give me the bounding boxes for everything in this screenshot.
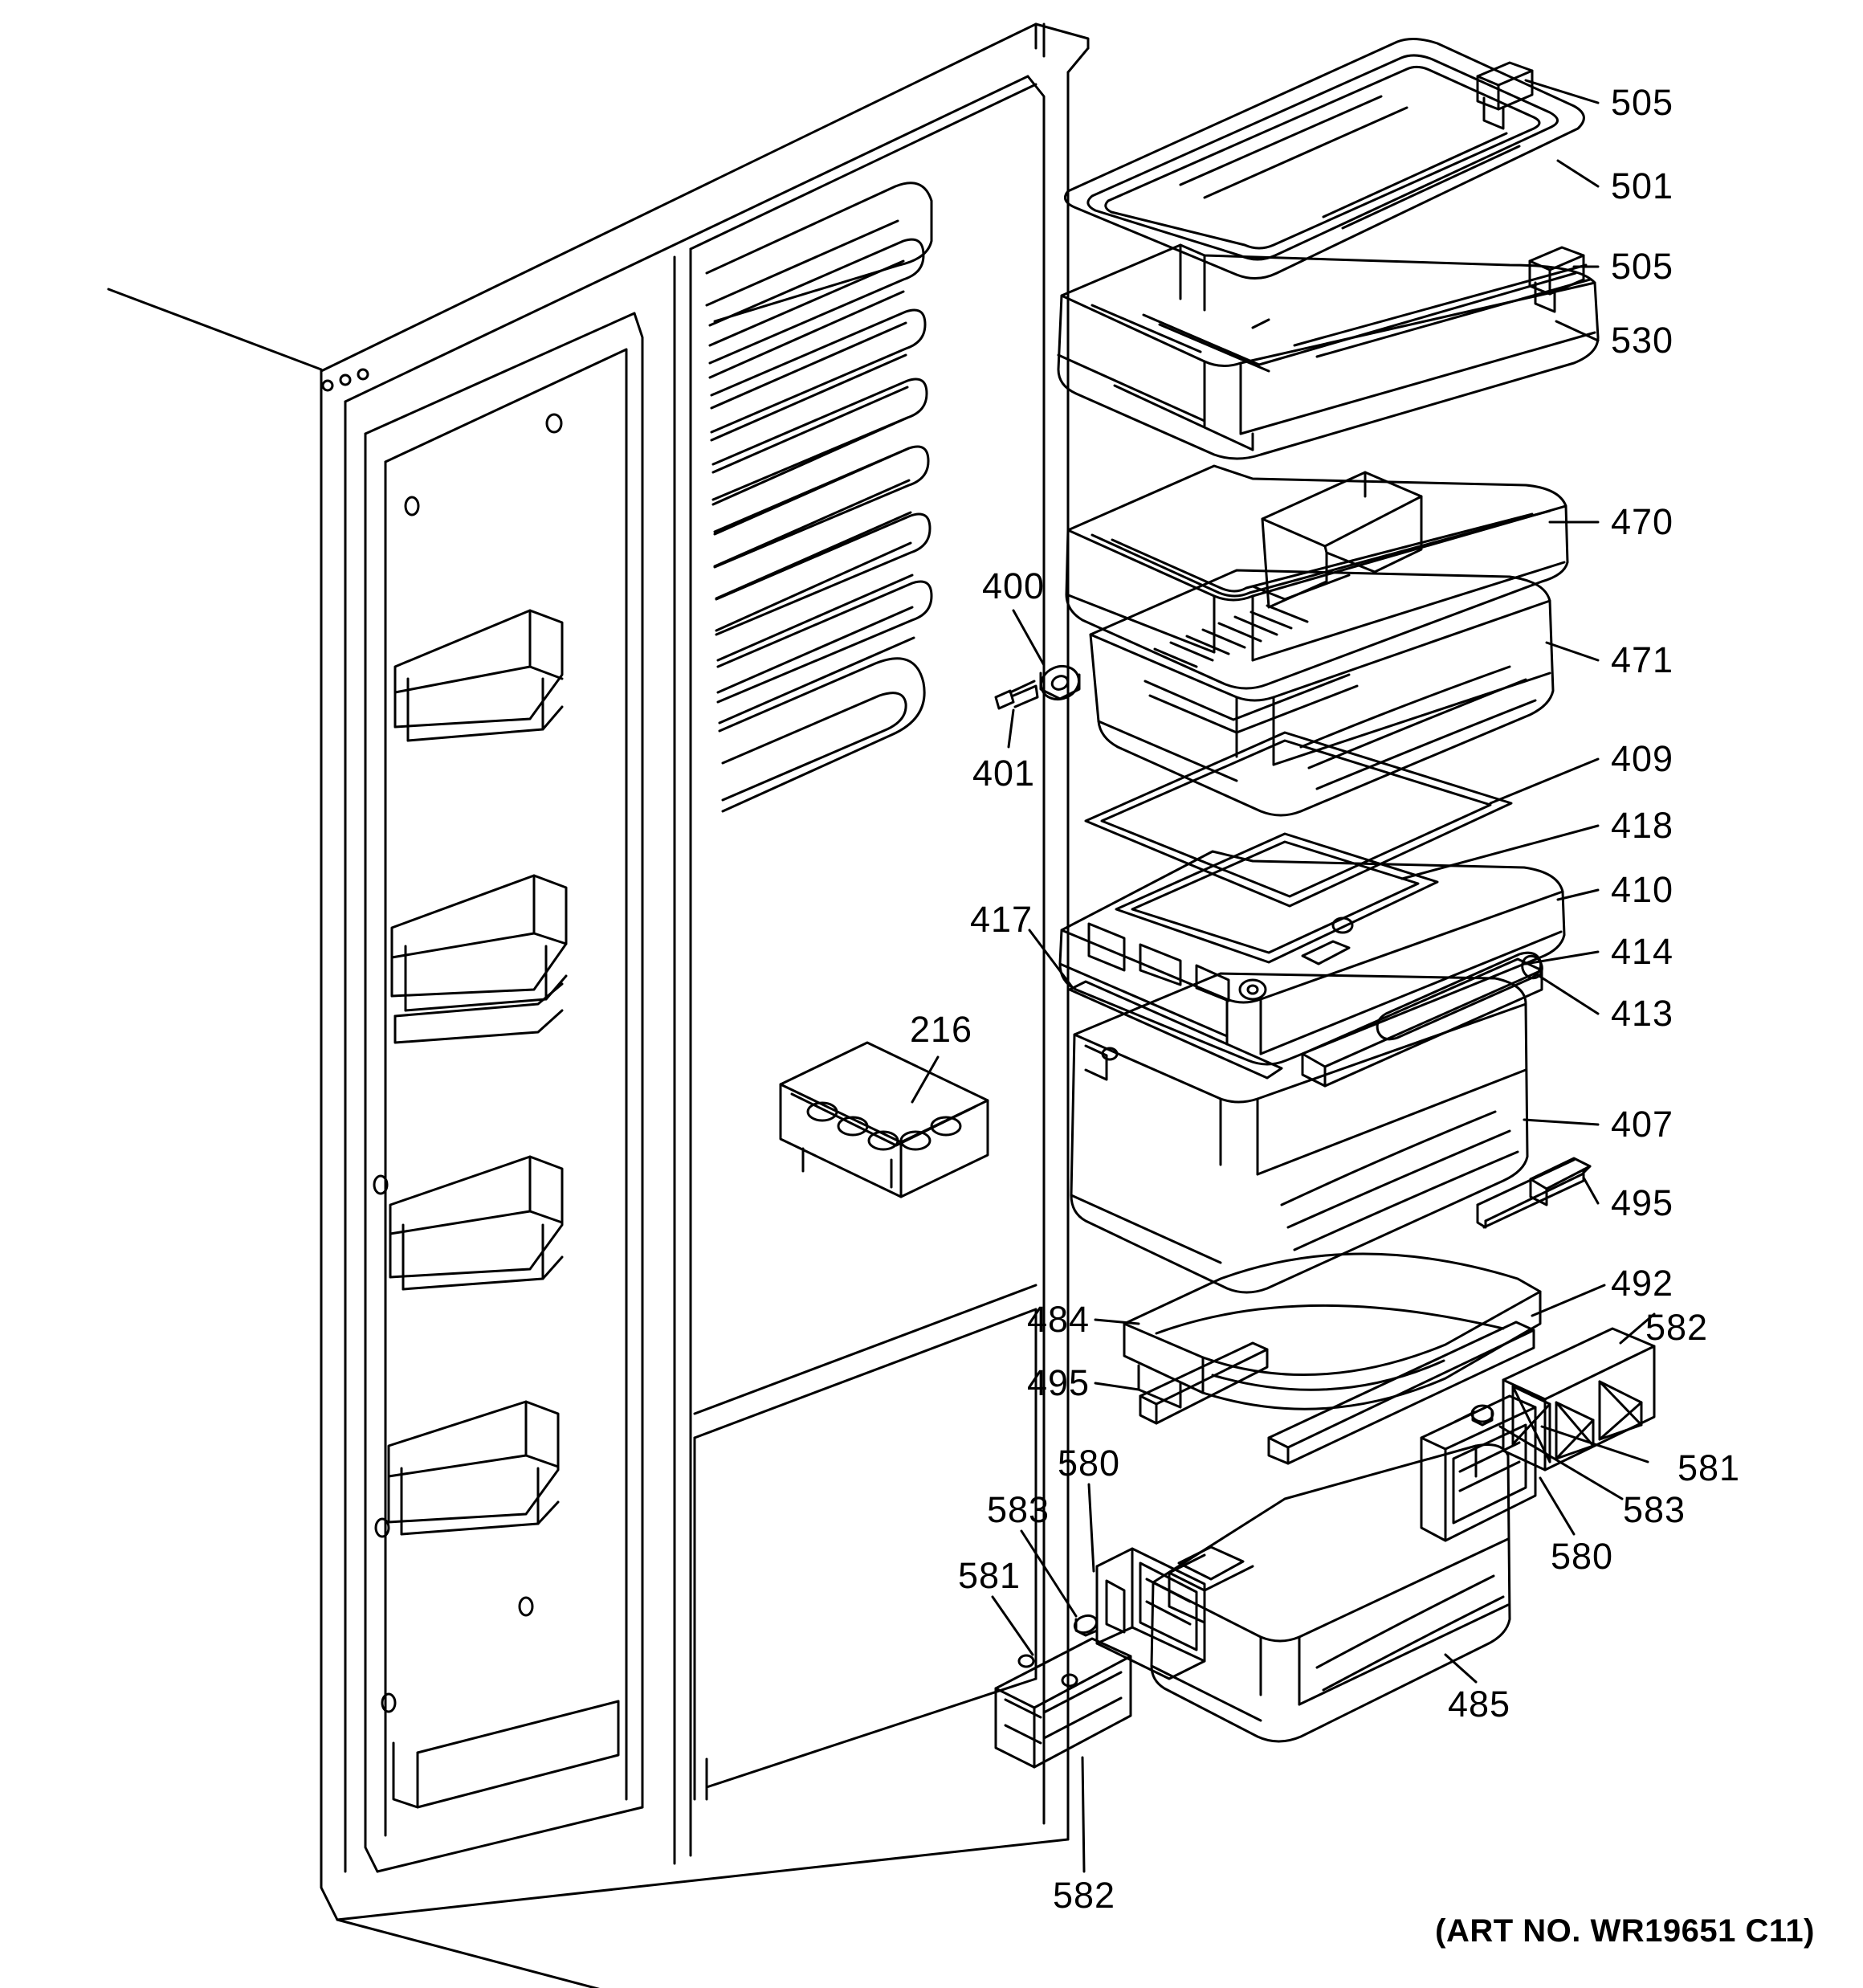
callout-413: 413: [1610, 993, 1674, 1034]
cabinet-outline: [108, 24, 1088, 1988]
callout-418: 418: [1610, 805, 1674, 846]
leader-216: [912, 1057, 938, 1102]
part-582-bottom-plate: [996, 1639, 1131, 1767]
callout-417: 417: [969, 899, 1033, 940]
callout-470: 470: [1610, 501, 1674, 542]
part-410-418-frame: [1060, 834, 1564, 1064]
leader-400: [1013, 610, 1044, 665]
callout-580-left: 580: [1057, 1443, 1121, 1484]
part-484-492-shelf: [1124, 1254, 1540, 1463]
callout-505-second: 505: [1610, 246, 1674, 287]
callout-471: 471: [1610, 639, 1674, 680]
callout-505-top: 505: [1610, 82, 1674, 123]
leader-580-right: [1540, 1478, 1574, 1534]
part-216-door-bin: [781, 1043, 988, 1197]
callout-582-right: 582: [1645, 1307, 1709, 1348]
callout-484: 484: [1026, 1299, 1090, 1340]
callout-414: 414: [1610, 931, 1674, 972]
callout-410: 410: [1610, 869, 1674, 910]
callout-216: 216: [909, 1009, 973, 1050]
leader-401: [1009, 710, 1013, 747]
part-581-583-580-right: [1421, 1396, 1535, 1541]
callout-492: 492: [1610, 1263, 1674, 1304]
callout-407: 407: [1610, 1104, 1674, 1145]
part-501-glass-shelf: [1065, 39, 1584, 278]
cabinet-coil-stack: [707, 183, 932, 811]
part-495-rails: [1140, 1158, 1590, 1423]
callout-400: 400: [981, 565, 1046, 606]
callout-495-upper: 495: [1610, 1182, 1674, 1223]
part-409-glass-insert: [1086, 733, 1511, 906]
leader-492: [1532, 1285, 1604, 1316]
part-400-401-fastener: [996, 660, 1084, 708]
leader-417: [1029, 930, 1073, 988]
callout-495-lower: 495: [1026, 1362, 1090, 1403]
callout-582-bottom: 582: [1052, 1875, 1116, 1916]
callout-530: 530: [1610, 320, 1674, 361]
door-shelf-bins: [389, 610, 566, 1534]
part-530-shelf: [1058, 245, 1598, 459]
callout-581-left: 581: [957, 1555, 1021, 1596]
callout-583-left: 583: [986, 1489, 1050, 1530]
callout-583-right: 583: [1622, 1489, 1686, 1530]
callout-409: 409: [1610, 738, 1674, 779]
callout-401: 401: [972, 753, 1036, 794]
callout-501: 501: [1610, 165, 1674, 206]
part-471-drawer: [1090, 570, 1553, 815]
callout-485: 485: [1447, 1684, 1511, 1725]
art-number-label: (ART NO. WR19651 C11): [1435, 1913, 1815, 1949]
callout-581-right: 581: [1677, 1447, 1741, 1488]
callout-580-right: 580: [1550, 1536, 1614, 1577]
door-bottom-ledge: [393, 1701, 618, 1807]
